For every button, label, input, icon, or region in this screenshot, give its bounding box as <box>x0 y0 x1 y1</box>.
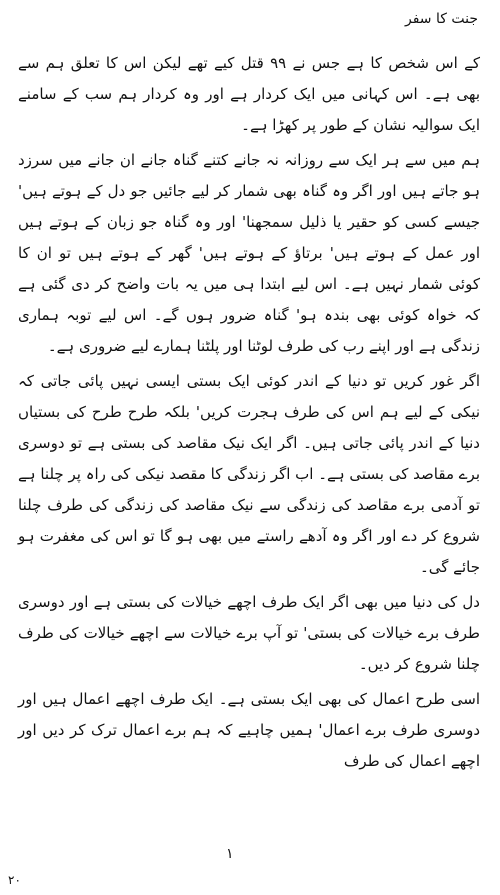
footer-mark: ۱ <box>226 846 234 862</box>
paragraph: کے اس شخص کا ہے جس نے ۹۹ قتل کیے تھے لیکن اس کا تعلق ہم سے بھی ہے۔ اس کہانی میں ایک کردار ہے اور وہ کردار ہم سب کے سامنے ایک سوالیہ نشان کے طور پر کھڑا ہے۔ <box>18 54 480 134</box>
page-number: ۲۰ <box>8 873 21 887</box>
page-text <box>18 48 480 855</box>
paragraph: اسی طرح اعمال کی بھی ایک بستی ہے۔ ایک طرف اچھے اعمال ہیں اور دوسری طرف برے اعمال' ہمیں چاہیے کہ ہم برے اعمال ترک کر دیں اور اچھے اعمال کی طرف <box>18 690 480 770</box>
running-header: جنت کا سفر <box>405 11 478 27</box>
paragraph: اگر غور کریں تو دنیا کے اندر کوئی ایک بستی ایسی نہیں پائی جاتی کہ نیکی کے لیے ہم اس کی طرف ہجرت کریں' بلکہ طرح طرح کی بستیاں دنیا کے اندر پائی جاتی ہیں۔ اگر ایک نیک مقاصد کی بستی ہے تو دوسری برے مقاصد کی بستی ہے۔ اب اگر زندگی کا مقصد نیکی کی راہ پر چلنا ہے تو آدمی برے مقاصد کی زندگی سے نیک مقاصد کی زندگی کی طرف چلنا شروع کر دے اور اگر وہ آدھے راستے میں بھی ہو گا تو اس کی مغفرت ہو جائے گی۔ <box>18 372 480 576</box>
paragraph: ہم میں سے ہر ایک سے روزانہ نہ جانے کتنے گناہ جانے ان جانے میں سرزد ہو جاتے ہیں اور اگر وہ گناہ بھی شمار کر لیے جائیں جو دل کے ہوتے ہیں' جیسے کسی کو حقیر یا ذلیل سمجھنا' اور وہ گناہ جو زبان کے ہوتے ہیں اور عمل کے ہوتے ہیں' برتاؤ کے ہوتے ہیں' گھر کے ہوتے ہیں تو ان کا کوئی شمار نہیں ہے۔ اس لیے ابتدا ہی میں یہ بات واضح کر دی گئی ہے کہ خواہ کوئی بھی بندہ ہو' گناہ ضرور ہوں گے۔ اس لیے توبہ ہماری زندگی ہے اور اپنے رب کی طرف لوٹنا اور پلٹنا ہمارے لیے ضروری ہے۔ <box>18 151 480 355</box>
paragraph: دل کی دنیا میں بھی اگر ایک طرف اچھے خیالات کی بستی ہے اور دوسری طرف برے خیالات کی بستی' تو آپ برے خیالات سے اچھے خیالات کی طرف چلنا شروع کر دیں۔ <box>18 593 480 673</box>
